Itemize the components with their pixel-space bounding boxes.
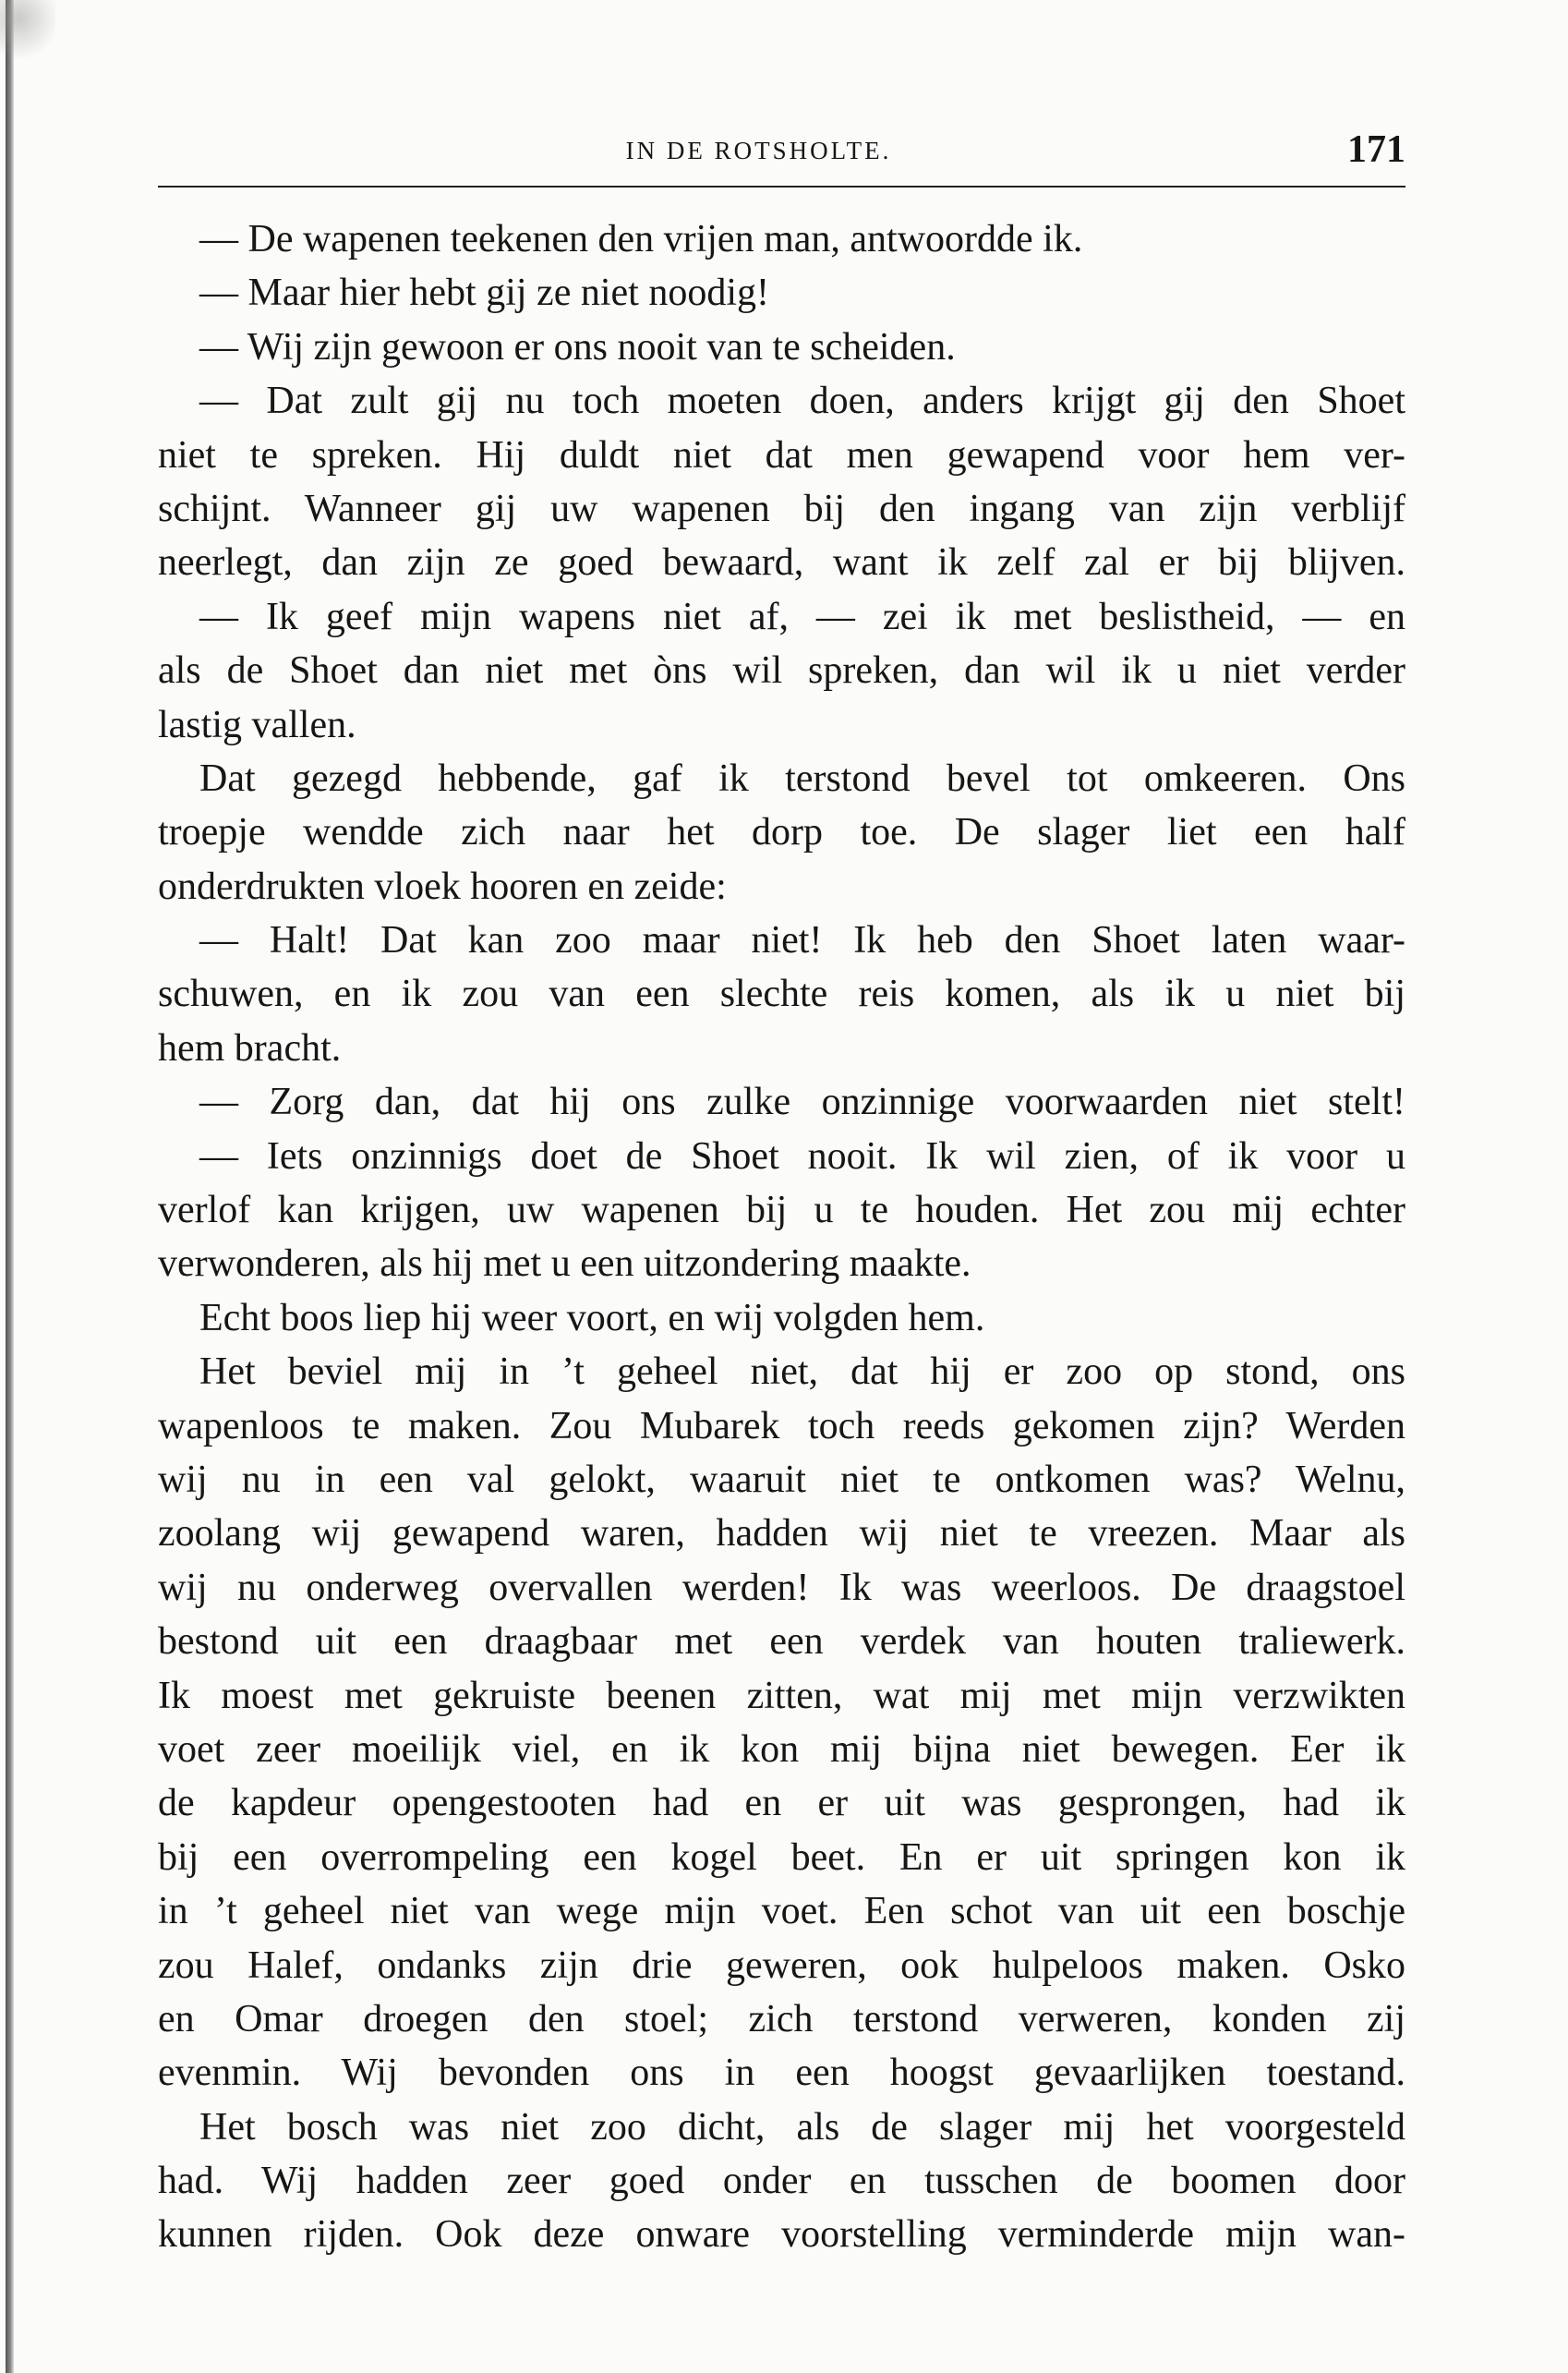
text-line: schijnt. Wanneer gij uw wapenen bij den ingang van zijn verblijf [158, 487, 1405, 530]
text-line: Ik moest met gekruiste beenen zitten, wat mij met mijn verzwikten [158, 1674, 1405, 1717]
text-line: in ’t geheel niet van wege mijn voet. Een schot van uit een boschje [158, 1890, 1405, 1933]
text-line: zoolang wij gewapend waren, hadden wij niet te vreezen. Maar als [158, 1512, 1405, 1556]
text-line: bestond uit een draagbaar met een verdek van houten traliewerk. [158, 1620, 1405, 1664]
page-number: 171 [1347, 128, 1405, 171]
text-line: Dat gezegd hebbende, gaf ik terstond bevel tot omkeeren. Ons [199, 757, 1405, 800]
text-line: — Zorg dan, dat hij ons zulke onzinnige voorwaarden niet stelt! [199, 1081, 1405, 1124]
text-line: wij nu onderweg overvallen werden! Ik was weerloos. De draagstoel [158, 1566, 1405, 1609]
text-line: troepje wendde zich naar het dorp toe. De slager liet een half [158, 811, 1405, 854]
text-line: voet zeer moeilijk viel, en ik kon mij bijna niet bewegen. Eer ik [158, 1727, 1405, 1771]
text-line: — Halt! Dat kan zoo maar niet! Ik heb den Shoet laten waar- [199, 919, 1405, 963]
text-line: — Ik geef mijn wapens niet af, — zei ik met beslistheid, — en [199, 595, 1405, 638]
text-line: bij een overrompeling een kogel beet. En er uit springen kon ik [158, 1835, 1405, 1879]
text-line: onderdrukten vloek hooren en zeide: [158, 865, 727, 908]
text-line: Echt boos liep hij weer voort, en wij volgden hem. [199, 1296, 985, 1339]
text-line: lastig vallen. [158, 703, 356, 746]
text-line: verwonderen, als hij met u een uitzondering maakte. [158, 1242, 971, 1286]
running-title: IN DE ROTSHOLTE. [625, 137, 892, 164]
text-line: — Wij zijn gewoon er ons nooit van te scheiden. [199, 325, 956, 369]
text-line: had. Wij hadden zeer goed onder en tusschen de boomen door [158, 2160, 1405, 2203]
text-line: zou Halef, ondanks zijn drie geweren, ook hulpeloos maken. Osko [158, 1943, 1405, 1987]
text-line: als de Shoet dan niet met òns wil spreken, dan wil ik u niet verder [158, 649, 1405, 693]
text-line: — Dat zult gij nu toch moeten doen, anders krijgt gij den Shoet [199, 380, 1405, 423]
text-line: wij nu in een val gelokt, waaruit niet te ontkomen was? Welnu, [158, 1458, 1405, 1501]
text-line: neerlegt, dan zijn ze goed bewaard, want ik zelf zal er bij blijven. [158, 541, 1405, 585]
text-line: — De wapenen teekenen den vrijen man, antwoordde ik. [199, 218, 1083, 260]
text-line: niet te spreken. Hij duldt niet dat men gewapend voor hem ver- [158, 433, 1405, 477]
text-line: schuwen, en ik zou van een slechte reis komen, als ik u niet bij [158, 973, 1405, 1016]
header-rule [158, 186, 1405, 188]
text-line: verlof kan krijgen, uw wapenen bij u te houden. Het zou mij echter [158, 1189, 1405, 1232]
page-header [158, 127, 1405, 174]
text-line: kunnen rijden. Ook deze onware voorstelling verminderde mijn wan- [158, 2213, 1405, 2257]
text-line: hem bracht. [158, 1026, 342, 1070]
text-line: evenmin. Wij bevonden ons in een hoogst gevaarlijken toestand. [158, 2052, 1405, 2095]
scan-edge-shadow [6, 0, 14, 2373]
text-line: — Iets onzinnigs doet de Shoet nooit. Ik wil zien, of ik voor u [199, 1134, 1405, 1178]
scan-corner-stain [0, 0, 55, 65]
text-line: Het beviel mij in ’t geheel niet, dat hij er zoo op stond, ons [199, 1350, 1405, 1394]
text-line: Het bosch was niet zoo dicht, als de slager mij het voorgesteld [199, 2105, 1405, 2149]
text-line: wapenloos te maken. Zou Mubarek toch reeds gekomen zijn? Werden [158, 1404, 1405, 1447]
page-body-text [158, 212, 1405, 2262]
text-line: de kapdeur opengestooten had en er uit was gesprongen, had ik [158, 1782, 1405, 1825]
text-line: — Maar hier hebt gij ze niet noodig! [199, 272, 769, 315]
text-line: en Omar droegen den stoel; zich terstond verweren, konden zij [158, 1997, 1405, 2040]
